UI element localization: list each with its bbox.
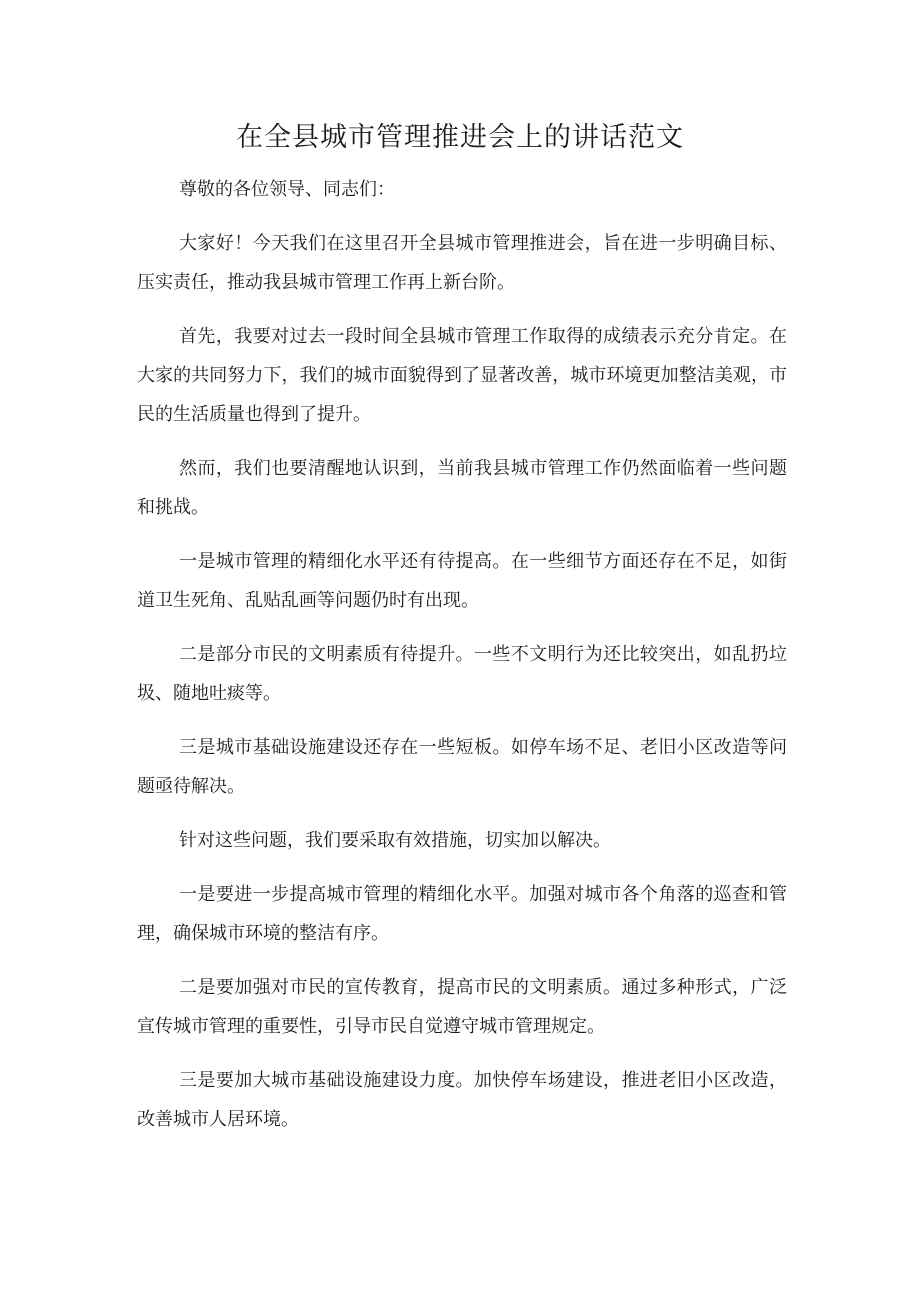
paragraph-measure-1: 一是要进一步提高城市管理的精细化水平。加强对城市各个角落的巡查和管理，确保城市环境的整洁有序。	[137, 884, 787, 944]
paragraph-measures-intro: 针对这些问题，我们要采取有效措施，切实加以解决。	[179, 830, 611, 851]
paragraph-achievements: 首先，我要对过去一段时间全县城市管理工作取得的成绩表示充分肯定。在大家的共同努力下，我们的城市面貌得到了显著改善，城市环境更加整洁美观，市民的生活质量也得到了提升。	[137, 326, 787, 425]
paragraph-problem-3: 三是城市基础设施建设还存在一些短板。如停车场不足、老旧小区改造等问题亟待解决。	[137, 737, 787, 797]
paragraph-problem-1: 一是城市管理的精细化水平还有待提高。在一些细节方面还存在不足，如街道卫生死角、乱贴乱画等问题仍时有出现。	[137, 551, 787, 611]
paragraph-greeting: 大家好！今天我们在这里召开全县城市管理推进会，旨在进一步明确目标、压实责任，推动我县城市管理工作再上新台阶。	[137, 233, 787, 293]
paragraph-measure-3: 三是要加大城市基础设施建设力度。加快停车场建设，推进老旧小区改造，改善城市人居环境。	[137, 1070, 787, 1130]
document-title: 在全县城市管理推进会上的讲话范文	[236, 122, 684, 153]
document-body	[137, 170, 787, 1154]
paragraph-challenges-intro: 然而，我们也要清醒地认识到，当前我县城市管理工作仍然面临着一些问题和挑战。	[137, 458, 787, 518]
salutation: 尊敬的各位领导、同志们：	[179, 179, 395, 200]
paragraph-measure-2: 二是要加强对市民的宣传教育，提高市民的文明素质。通过多种形式，广泛宣传城市管理的重要性，引导市民自觉遵守城市管理规定。	[137, 977, 787, 1037]
paragraph-problem-2: 二是部分市民的文明素质有待提升。一些不文明行为还比较突出，如乱扔垃圾、随地吐痰等。	[137, 644, 787, 704]
